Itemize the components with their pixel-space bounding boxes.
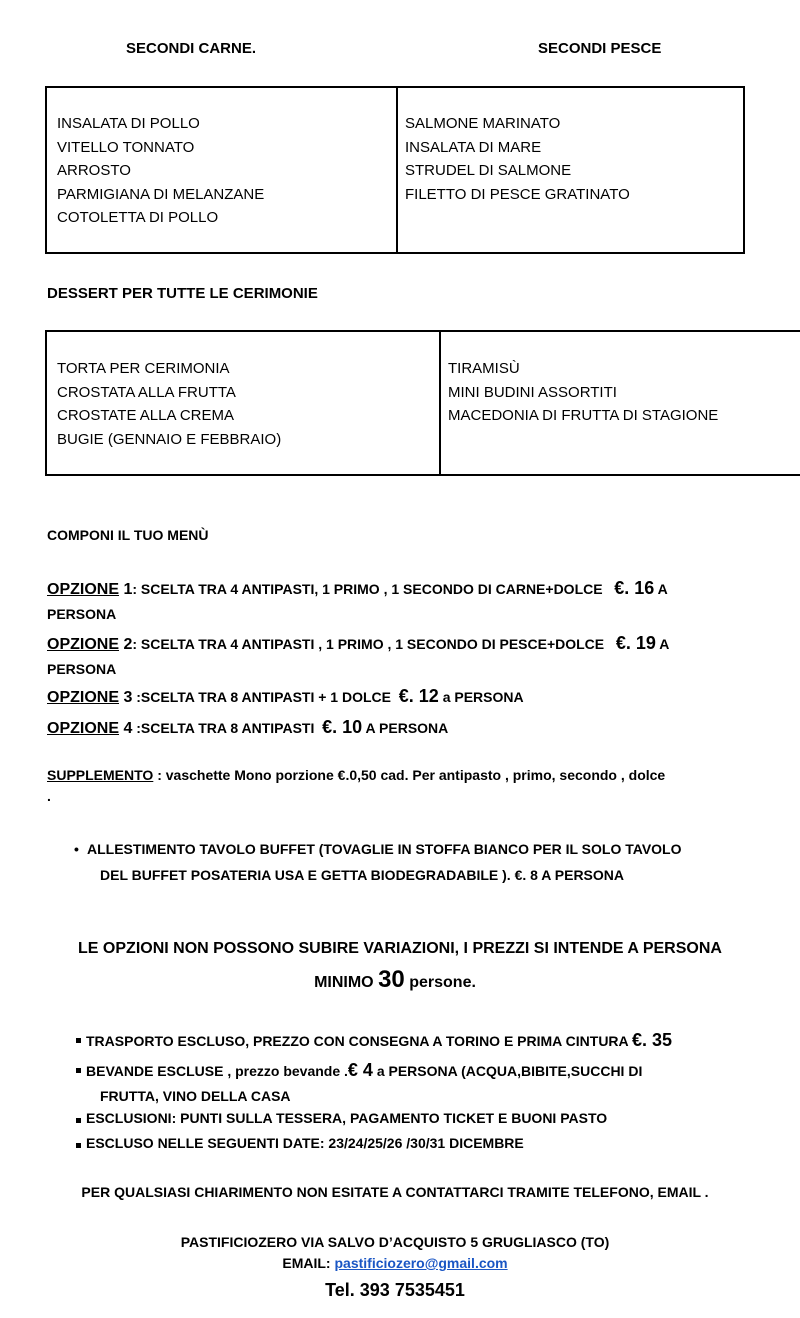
telefono: Tel. 393 7535451 (325, 1280, 465, 1300)
option-2-cont: PERSONA (47, 661, 117, 677)
list-item: INSALATA DI MARE (405, 138, 542, 156)
avviso-line1: LE OPZIONI NON POSSONO SUBIRE VARIAZIONI, I PREZZI SI INTENDE A PERSONA (78, 940, 722, 957)
dessert-left-list (57, 357, 281, 474)
list-item: CROSTATA ALLA FRUTTA (57, 383, 236, 401)
supplemento (47, 767, 665, 783)
option-desc: : SCELTA TRA 4 ANTIPASTI, 1 PRIMO , 1 SECONDO DI CARNE+DOLCE (132, 581, 607, 597)
option-number: 1 (119, 581, 133, 598)
trasporto-text: TRASPORTO ESCLUSO, PREZZO CON CONSEGNA A TORINO E PRIMA CINTURA (86, 1033, 633, 1049)
bevande (86, 1060, 642, 1081)
trasporto-price: €. 35 (632, 1030, 673, 1050)
indirizzo: PASTIFICIOZERO VIA SALVO D’ACQUISTO 5 GRUGLIASCO (TO) (180, 1234, 610, 1250)
bevande-detail: a PERSONA (ACQUA,BIBITE,SUCCHI DI (372, 1063, 643, 1079)
option-label: OPZIONE (47, 636, 120, 653)
trasporto (86, 1030, 672, 1051)
secondi-pesce-list (405, 112, 630, 252)
list-item: BUGIE (GENNAIO E FEBBRAIO) (57, 430, 282, 448)
supplemento-text: : vaschette Mono porzione €.0,50 cad. Per antipasto , primo, secondo , dolce (153, 767, 666, 783)
bevande-price: € 4 (347, 1060, 373, 1080)
option-label: OPZIONE (47, 581, 120, 598)
allestimento-line1: • ALLESTIMENTO TAVOLO BUFFET (TOVAGLIE IN STOFFA BIANCO PER IL SOLO TAVOLO (87, 841, 682, 857)
column-divider (396, 88, 398, 252)
secondi-pesce-title: SECONDI PESCE (538, 40, 662, 57)
square-bullet-icon (76, 1118, 81, 1123)
list-item: MINI BUDINI ASSORTITI (448, 383, 617, 401)
list-item: COTOLETTA DI POLLO (57, 209, 219, 226)
option-number: 4 (119, 720, 133, 737)
secondi-carne-list (57, 112, 264, 252)
option-desc: :SCELTA TRA 8 ANTIPASTI (132, 720, 319, 736)
square-bullet-icon (76, 1143, 81, 1148)
date-escluse: ESCLUSO NELLE SEGUENTI DATE: 23/24/25/26 /30/31 DICEMBRE (86, 1135, 524, 1151)
option-1-cont: PERSONA (47, 606, 117, 622)
minimo-number: 30 (378, 966, 405, 993)
dessert-right-list (448, 357, 718, 474)
column-divider (439, 332, 441, 474)
option-price: €. 10 (322, 717, 363, 737)
list-item: VITELLO TONNATO (57, 138, 195, 156)
list-item: TIRAMISÙ (448, 360, 520, 377)
option-label: OPZIONE (47, 689, 120, 706)
supplemento-dot: . (47, 788, 51, 804)
option-unit: A (655, 636, 670, 652)
list-item: INSALATA DI POLLO (57, 115, 200, 132)
dessert-table (45, 330, 800, 476)
list-item: SALMONE MARINATO (405, 115, 561, 132)
list-item: FILETTO DI PESCE GRATINATO (405, 185, 630, 203)
minimo-unit: persone. (404, 974, 476, 991)
list-item: ARROSTO (57, 162, 131, 179)
option-desc: : SCELTA TRA 4 ANTIPASTI , 1 PRIMO , 1 SECONDO DI PESCE+DOLCE (132, 636, 609, 652)
minimo-label: MINIMO (314, 974, 379, 991)
email-line (0, 1255, 790, 1271)
list-item: STRUDEL DI SALMONE (405, 162, 572, 179)
allestimento-line2: DEL BUFFET POSATERIA USA E GETTA BIODEGRADABILE ). €. 8 A PERSONA (100, 867, 625, 883)
option-desc: :SCELTA TRA 8 ANTIPASTI + 1 DOLCE (132, 689, 395, 705)
bevande-cont: FRUTTA, VINO DELLA CASA (100, 1088, 291, 1104)
componi-title: COMPONI IL TUO MENÙ (47, 527, 209, 543)
chiarimento: PER QUALSIASI CHIARIMENTO NON ESITATE A CONTATTARCI TRAMITE TELEFONO, EMAIL . (81, 1184, 709, 1200)
option-3 (47, 686, 524, 707)
list-item: TORTA PER CERIMONIA (57, 360, 230, 377)
option-unit: a PERSONA (438, 689, 524, 705)
option-price: €. 16 (614, 578, 655, 598)
option-4 (47, 717, 448, 738)
option-1 (47, 578, 668, 599)
option-number: 2 (119, 636, 133, 653)
email-link[interactable]: pastificiozero@gmail.com (334, 1255, 508, 1271)
list-item: PARMIGIANA DI MELANZANE (57, 185, 265, 203)
square-bullet-icon (76, 1038, 81, 1043)
option-number: 3 (119, 689, 133, 706)
option-price: €. 19 (615, 633, 656, 653)
secondi-carne-title: SECONDI CARNE. (126, 40, 257, 57)
list-item: CROSTATE ALLA CREMA (57, 407, 234, 424)
esclusioni: ESCLUSIONI: PUNTI SULLA TESSERA, PAGAMENTO TICKET E BUONI PASTO (86, 1110, 608, 1126)
list-item: MACEDONIA DI FRUTTA DI STAGIONE (448, 407, 719, 424)
option-unit: A PERSONA (362, 720, 449, 736)
option-2 (47, 633, 669, 654)
secondi-table (45, 86, 745, 254)
option-price: €. 12 (398, 686, 439, 706)
option-label: OPZIONE (47, 720, 120, 737)
bevande-text: BEVANDE ESCLUSE , prezzo bevande . (86, 1063, 348, 1079)
avviso-minimo (0, 966, 790, 994)
email-label: EMAIL: (282, 1255, 335, 1271)
supplemento-label: SUPPLEMENTO (47, 767, 154, 783)
square-bullet-icon (76, 1068, 81, 1073)
option-unit: A (654, 581, 668, 597)
dessert-title: DESSERT PER TUTTE LE CERIMONIE (47, 285, 318, 302)
